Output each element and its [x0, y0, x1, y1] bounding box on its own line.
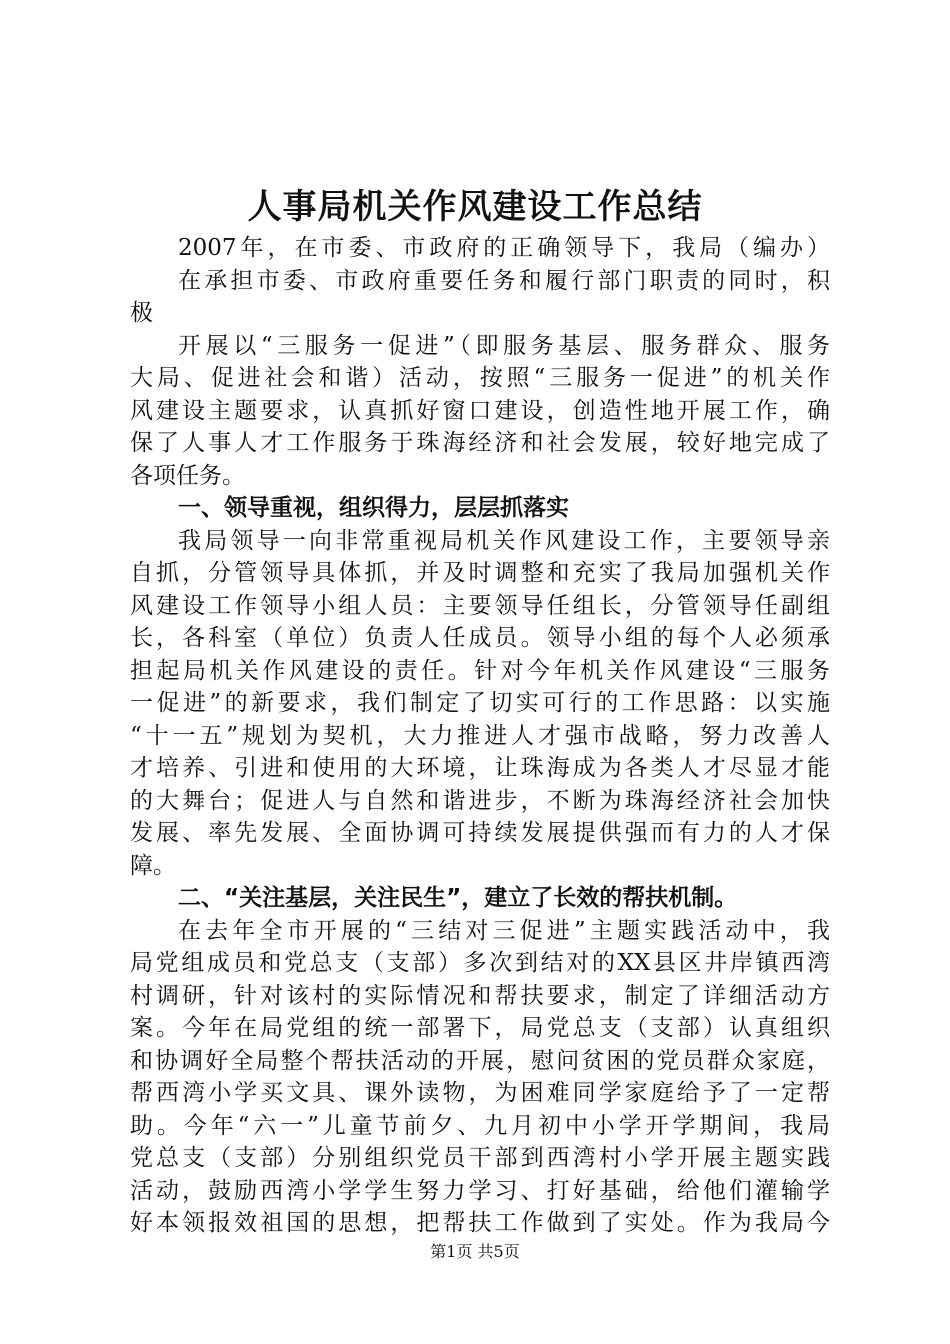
- text-line: 保了人事人才工作服务于珠海经济和社会发展，较好地完成了: [130, 430, 830, 456]
- text-line: 自抓，分管领导具体抓，并及时调整和充实了我局加强机关作: [130, 560, 830, 586]
- text-line: 活动，鼓励西湾小学学生努力学习、打好基础，给他们灌输学: [130, 1177, 830, 1204]
- text-line: 我局领导一向非常重视局机关作风建设工作，主要领导亲: [178, 527, 830, 554]
- text-line: 2007年，在市委、市政府的正确领导下，我局（编办）: [178, 235, 830, 261]
- text-line: 极: [130, 300, 153, 326]
- text-line: 大局、促进社会和谐）活动，按照“三服务一促进”的机关作: [130, 365, 830, 391]
- text-line: 在承担市委、市政府重要任务和履行部门职责的同时，积: [178, 267, 830, 294]
- text-line: 长，各科室（单位）负责人任成员。领导小组的每个人必须承: [130, 625, 830, 651]
- section-heading: 二、“关注基层，关注民生”，建立了长效的帮扶机制。: [178, 885, 738, 911]
- text-line: 才培养、引进和使用的大环境，让珠海成为各类人才尽显才能: [130, 755, 830, 781]
- text-line: 帮西湾小学买文具、课外读物，为困难同学家庭给予了一定帮: [130, 1080, 830, 1106]
- page-number-footer: 第1页 共5页: [430, 1242, 520, 1261]
- text-line: 村调研，针对该村的实际情况和帮扶要求，制定了详细活动方: [130, 982, 830, 1009]
- text-line: 开展以“三服务一促进”（即服务基层、服务群众、服务: [178, 332, 830, 359]
- text-line: 的大舞台；促进人与自然和谐进步，不断为珠海经济社会加快: [130, 787, 830, 814]
- text-line: 障。: [130, 852, 176, 879]
- section-heading: 一、领导重视，组织得力，层层抓落实: [178, 495, 569, 521]
- text-line: 担起局机关作风建设的责任。针对今年机关作风建设“三服务: [130, 657, 830, 684]
- document-title: 人事局机关作风建设工作总结: [247, 187, 703, 227]
- text-line: 一促进”的新要求，我们制定了切实可行的工作思路：以实施: [130, 690, 830, 716]
- text-line: 党总支（支部）分别组织党员干部到西湾村小学开展主题实践: [130, 1145, 830, 1171]
- document-body: [130, 232, 830, 1240]
- text-line: 助。今年“六一”儿童节前夕、九月初中小学开学期间，我局: [130, 1112, 830, 1139]
- text-line: 风建设主题要求，认真抓好窗口建设，创造性地开展工作，确: [130, 397, 830, 424]
- text-line: 好本领报效祖国的思想，把帮扶工作做到了实处。作为我局今: [130, 1210, 830, 1236]
- text-line: 局党组成员和党总支（支部）多次到结对的XX县区井岸镇西湾: [130, 950, 830, 976]
- text-line: 在去年全市开展的“三结对三促进”主题实践活动中，我: [178, 917, 830, 944]
- text-line: 各项任务。: [130, 462, 245, 489]
- text-line: 风建设工作领导小组人员：主要领导任组长，分管领导任副组: [130, 592, 830, 619]
- text-line: “十一五”规划为契机，大力推进人才强市战略，努力改善人: [130, 722, 830, 749]
- text-line: 案。今年在局党组的统一部署下，局党总支（支部）认真组织: [130, 1015, 830, 1041]
- text-line: 发展、率先发展、全面协调可持续发展提供强而有力的人才保: [130, 820, 830, 846]
- text-line: 和协调好全局整个帮扶活动的开展，慰问贫困的党员群众家庭，: [130, 1047, 830, 1074]
